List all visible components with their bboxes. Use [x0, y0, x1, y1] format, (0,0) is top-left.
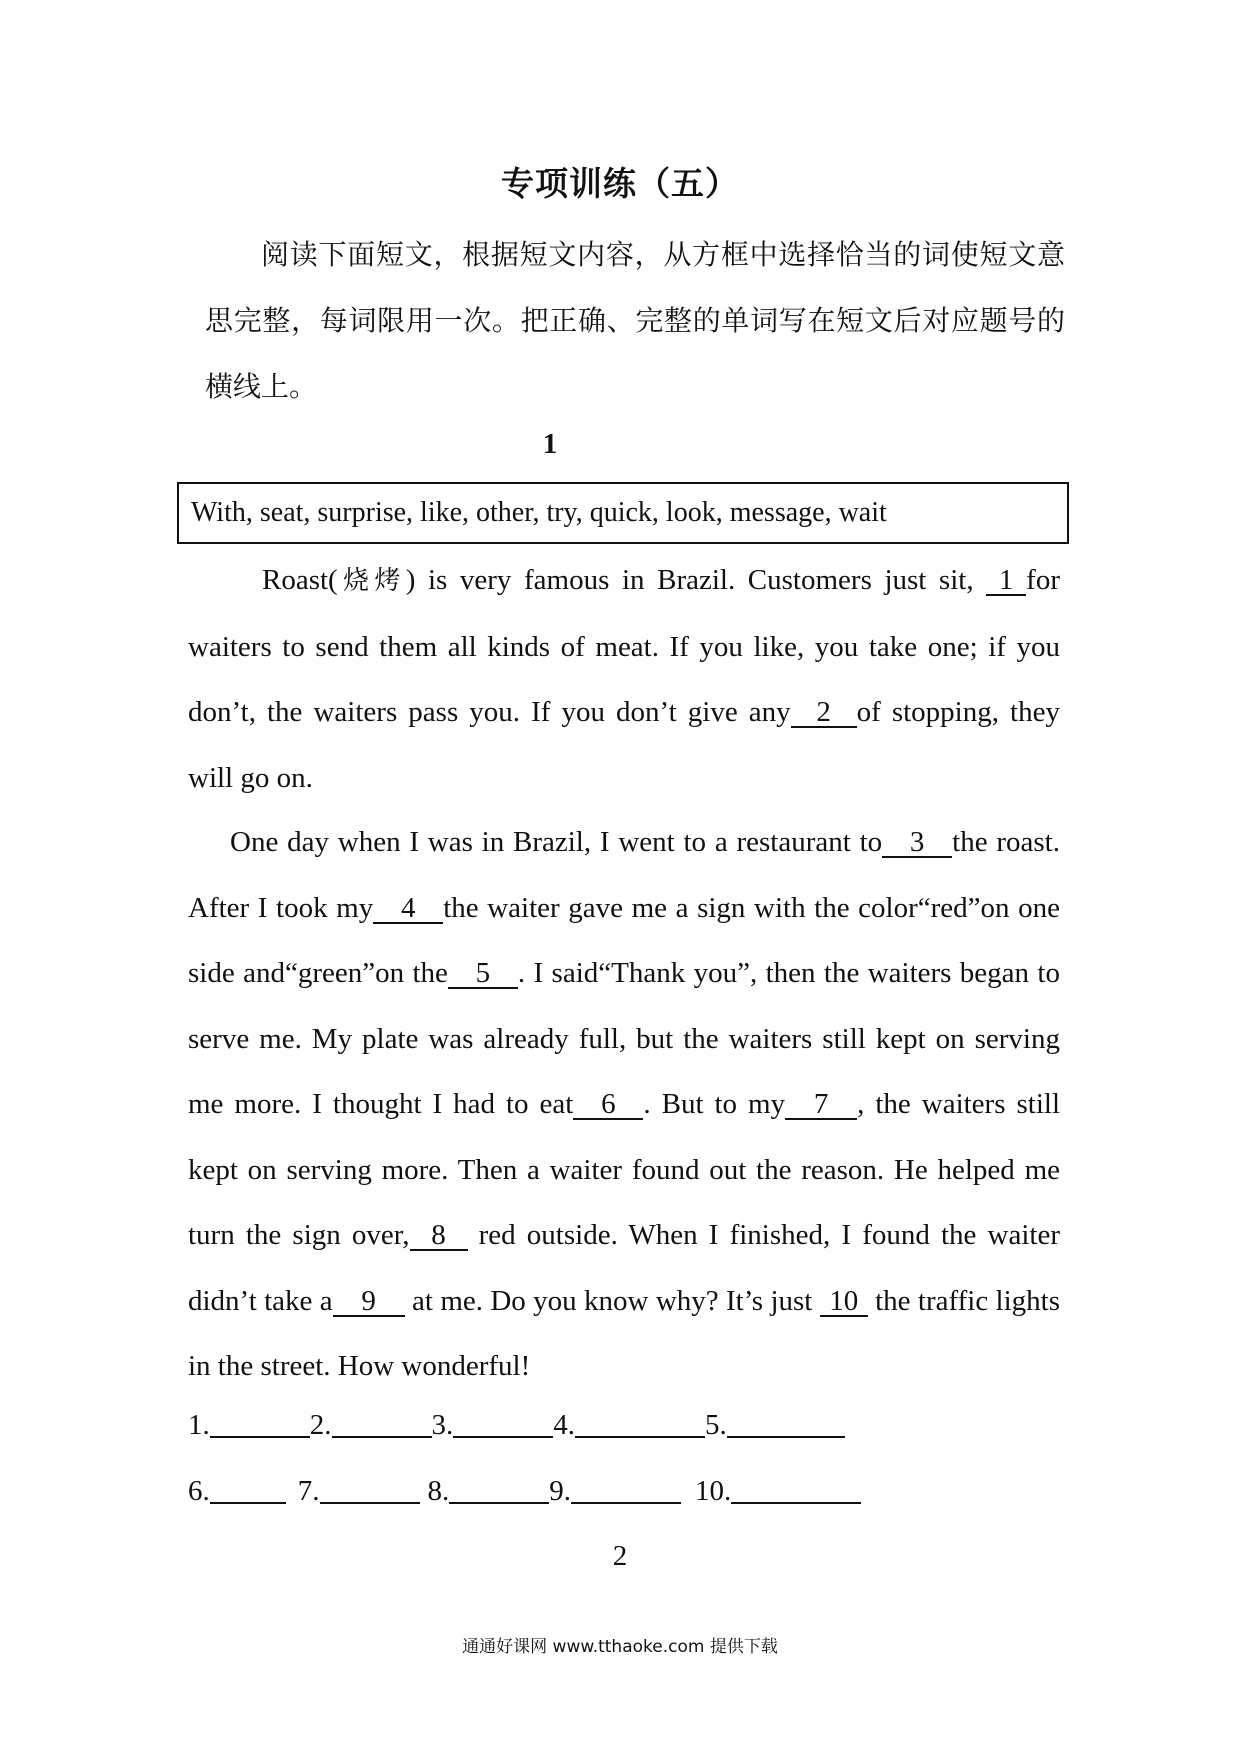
answer-row-1: [188, 1408, 1068, 1442]
passage-text: the waiter gave me a sign with the color“red”on one side and“green”on the: [188, 891, 1060, 989]
passage-text: Roast(: [262, 564, 338, 596]
passage-paragraph-1: [188, 548, 1060, 811]
answer-slot-6: [188, 1474, 298, 1508]
answer-slot-5: [705, 1408, 845, 1442]
answer-slot-1: [188, 1408, 310, 1442]
passage-text: at me. Do you know why? It’s just: [412, 1284, 820, 1317]
answer-line-8[interactable]: [449, 1474, 549, 1504]
section-number: 1: [542, 428, 558, 460]
passage-text: for waiters to send them all kinds of meat. If you like, you take one; if you don’t, the waiters pass you. If you don’t give any: [188, 564, 1060, 728]
answer-label: 1.: [188, 1409, 210, 1441]
blank-5[interactable]: 5: [448, 959, 518, 989]
passage-text: ) is very famous in Brazil. Customers just sit,: [405, 564, 987, 596]
passage-text: the traffic lights in the street. How wonderful!: [188, 1284, 1061, 1382]
passage-text: the roast. After I took my: [188, 826, 1060, 924]
blank-10[interactable]: 10: [820, 1287, 868, 1317]
instructions: 阅读下面短文，根据短文内容，从方框中选择恰当的词使短文意思完整，每词限用一次。把正确、完整的单词写在短文后对应题号的横线上。: [205, 238, 1065, 403]
answer-slot-7: [298, 1474, 428, 1508]
answer-slot-8: [428, 1474, 550, 1508]
passage-text: red outside. When I finished, I found the waiter didn’t take a: [188, 1219, 1060, 1317]
answer-label: 8.: [427, 1475, 450, 1507]
footer-credit: 通通好课网 www.tthaoke.com 提供下载: [462, 1637, 778, 1657]
passage-paragraph-2: [188, 810, 1060, 1400]
passage-text: , the waiters still kept on serving more. Then a waiter found out the reason. He helped me turn the sign over,: [188, 1088, 1060, 1251]
answer-line-5[interactable]: [727, 1408, 845, 1438]
answer-line-4[interactable]: [575, 1408, 705, 1438]
answer-row-2: [188, 1474, 1068, 1508]
answer-line-1[interactable]: [210, 1408, 310, 1438]
answer-line-6[interactable]: [210, 1474, 286, 1504]
answer-label: 9.: [549, 1475, 571, 1507]
answer-line-7[interactable]: [320, 1474, 420, 1504]
answer-slot-9: [549, 1474, 695, 1508]
answer-slot-10: [695, 1474, 861, 1508]
answer-label: 6.: [188, 1475, 210, 1507]
answer-label: 4.: [553, 1409, 575, 1441]
answer-slot-2: [310, 1408, 432, 1442]
word-bank-box: With, seat, surprise, like, other, try, quick, look, message, wait: [177, 482, 1069, 544]
blank-7[interactable]: 7: [785, 1090, 857, 1120]
answer-line-3[interactable]: [453, 1408, 553, 1438]
blank-6[interactable]: 6: [573, 1090, 643, 1120]
answer-label: 7.: [297, 1475, 320, 1507]
blank-8[interactable]: 8: [410, 1221, 468, 1251]
blank-3[interactable]: 3: [882, 828, 952, 858]
blank-4[interactable]: 4: [373, 894, 443, 924]
blank-1[interactable]: 1: [986, 566, 1026, 596]
passage-text: of stopping, they will go on.: [188, 696, 1060, 794]
answer-line-9[interactable]: [571, 1474, 681, 1504]
passage-text: . But to my: [643, 1088, 786, 1120]
page-title: 专项训练（五）: [501, 164, 739, 203]
blank-2[interactable]: 2: [791, 698, 857, 728]
passage-text-chinese: 烧烤: [337, 566, 406, 596]
passage-text: . I said“Thank you”, then the waiters began to serve me. My plate was already full, but the waiters still kept on serving me more. I thought I had to eat: [188, 957, 1060, 1120]
page-number: 2: [612, 1540, 628, 1572]
answer-slot-3: [432, 1408, 554, 1442]
answer-slot-4: [553, 1408, 705, 1442]
answer-line-10[interactable]: [731, 1474, 861, 1504]
passage-text: One day when I was in Brazil, I went to a restaurant to: [230, 826, 883, 858]
answer-label: 2.: [309, 1409, 332, 1441]
answer-label: 5.: [705, 1409, 727, 1441]
answer-label: 10.: [695, 1475, 732, 1507]
answer-label: 3.: [431, 1409, 454, 1441]
answer-line-2[interactable]: [332, 1408, 432, 1438]
blank-9[interactable]: 9: [333, 1287, 405, 1317]
